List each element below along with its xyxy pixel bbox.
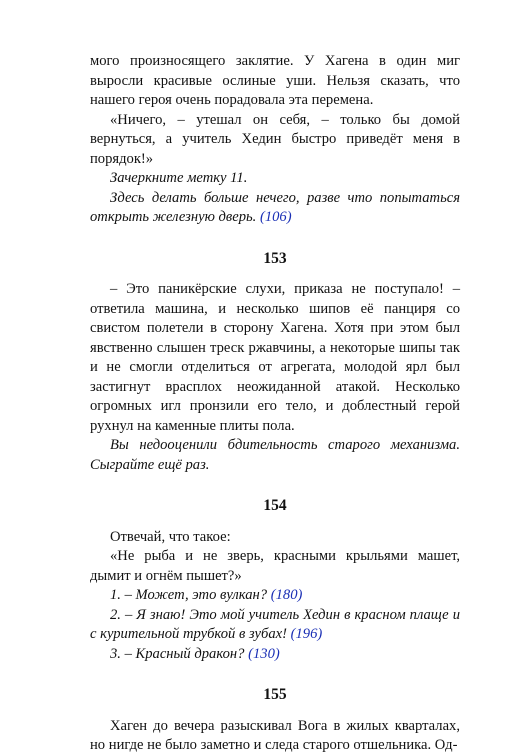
section-link-130[interactable]: (130): [248, 645, 280, 662]
prompt-text: Отвечай, что такое:: [110, 528, 231, 545]
section-link-196[interactable]: (196): [290, 626, 323, 642]
paragraph: – Это паникёрские слухи, приказа не поступало! – ответила машина, и несколько шипов её панциря со свистом полетели в сторону Хагена. Хотя при этом был явственно слышен треск ржавчины, а некоторые шипы так и не смогли отделиться от агрегата, молодой ярл был застигнут врасплох неожиданной атакой. Несколько огромных игл пронзили его тело, и доблестный герой рухнул на каменные плиты пола.: [90, 281, 460, 434]
choice-text: 3. – Красный дракон?: [110, 645, 245, 662]
section-153: [90, 249, 460, 476]
option-text: Здесь делать больше нечего, разве что попытаться открыть железную дверь.: [90, 189, 460, 225]
choice-item: [90, 586, 460, 606]
choice-text: 2. – Я знаю! Это мой учитель Хедин в красном плаще и с курительной трубкой в зубах!: [90, 606, 460, 642]
paragraph: мого произносящего заклятие. У Хагена в один миг выросли красивые ослиные уши. Нельзя сказать, что нашего героя очень порадовала эта перемена.: [90, 53, 460, 108]
section-link-106[interactable]: (106): [259, 209, 292, 225]
section-number: 153: [263, 249, 287, 267]
section-number: 155: [263, 686, 287, 703]
choice-item: [90, 606, 460, 645]
paragraph: Хаген до вечера разыскивал Вога в жилых кварталах, но нигде не было заметно и следа старого отшельника. Од-: [90, 717, 460, 753]
section-155: [90, 685, 460, 756]
choice-text: 1. – Может, это вулкан?: [110, 587, 268, 603]
book-page: [90, 52, 460, 756]
riddle-text: «Не рыба и не зверь, красными крыльями машет, дымит и огнём пышет?»: [90, 548, 460, 584]
section-154: [90, 496, 460, 664]
option-paragraph: [90, 189, 460, 228]
section-link-180[interactable]: (180): [270, 587, 303, 603]
section-152-tail: [90, 52, 460, 228]
instruction-text: Зачеркните метку 11.: [110, 170, 248, 186]
section-number: 154: [263, 497, 287, 514]
choice-item: [90, 645, 460, 665]
paragraph: «Ничего, – утешал он себя, – только бы домой вернуться, а учитель Хедин быстро приведёт меня в порядок!»: [90, 111, 460, 167]
ending-text: Вы недооценили бдительность старого механизма. Сыграйте ещё раз.: [90, 437, 460, 473]
